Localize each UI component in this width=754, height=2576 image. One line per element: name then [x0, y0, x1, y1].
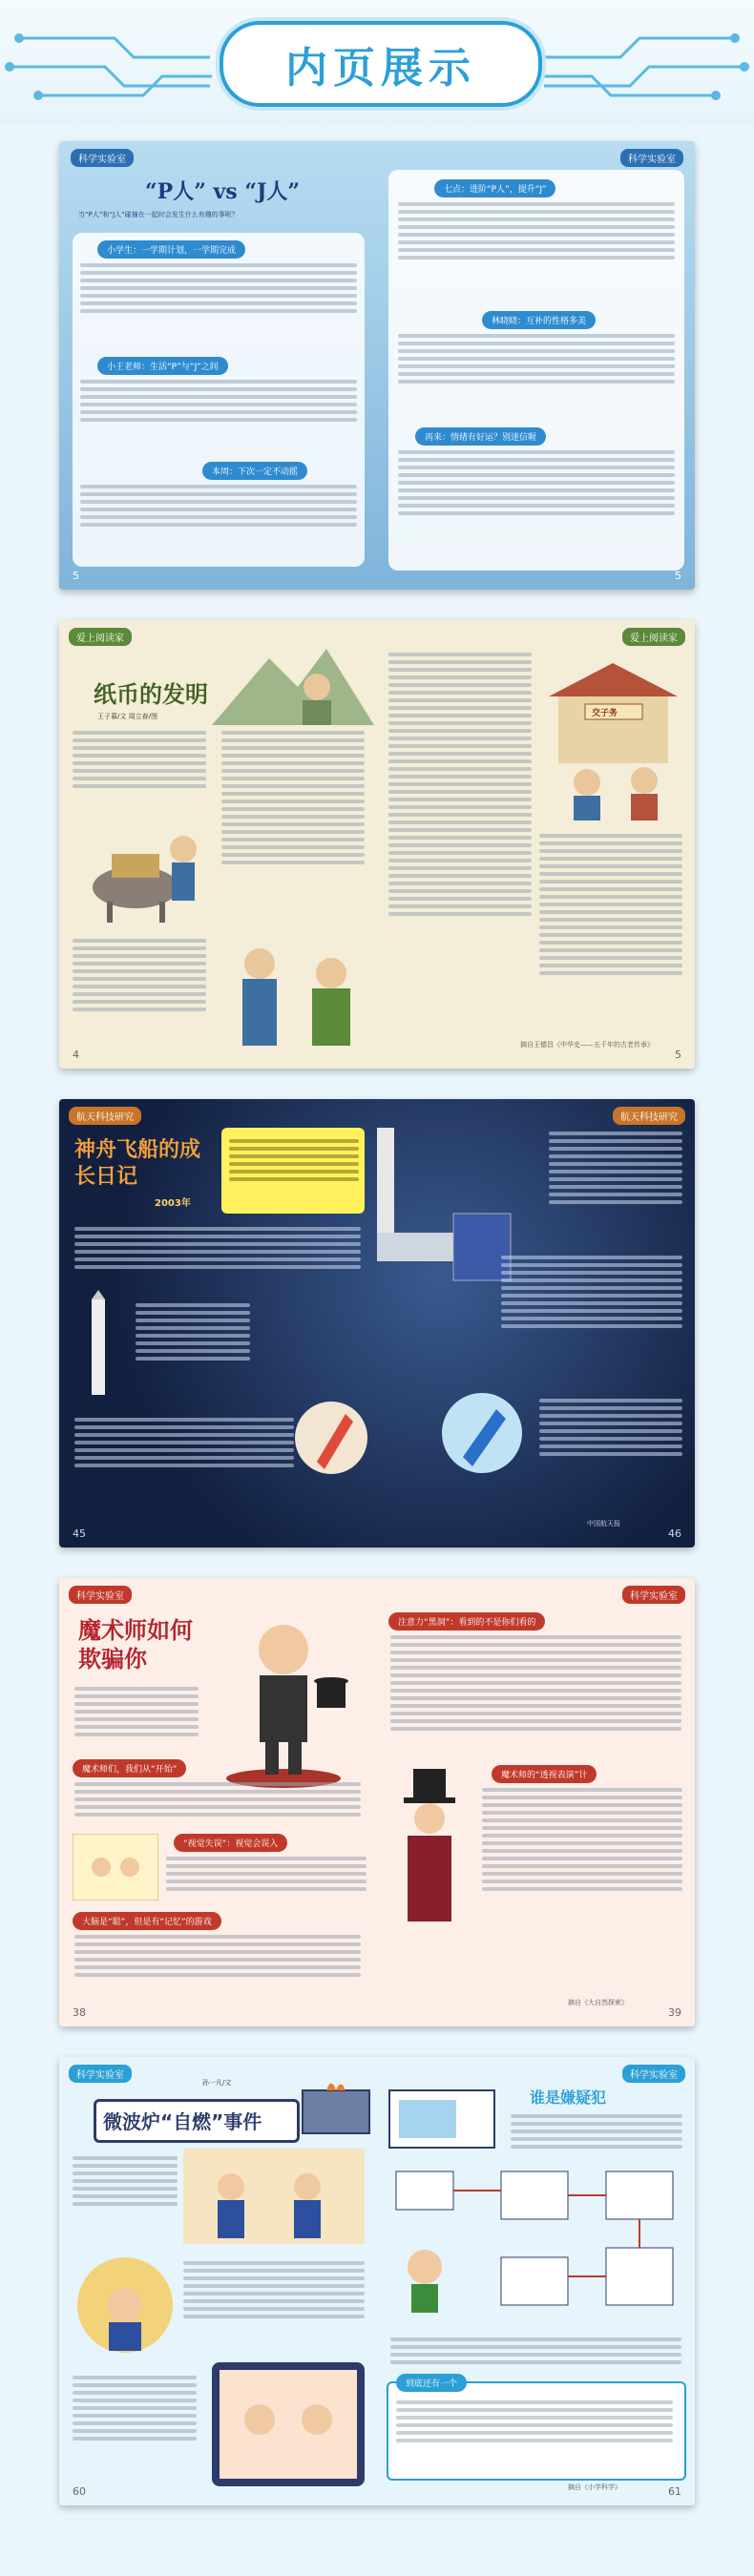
shop-sign: 交子务	[592, 709, 618, 718]
spread5-left-page	[59, 2057, 377, 2505]
spread5-bottom-head: 到底还有一个	[396, 2374, 467, 2392]
police-scene-illustration	[183, 2149, 365, 2244]
spread3-text-block-5	[501, 1252, 682, 1332]
spread1-pill-4: 七点：进阶“P人”，提升“J”	[434, 179, 555, 197]
spread3-left-page	[59, 1099, 377, 1548]
spread4-text-block-3	[166, 1853, 367, 1895]
spread5-left-tag: 科学实验室	[69, 2065, 132, 2083]
microwave-diagram-illustration	[385, 2086, 499, 2152]
spread5-text-block-2	[183, 2257, 365, 2322]
spread3-right-tag: 航天科技研究	[613, 1107, 685, 1125]
spread1-pill-1: 小学生：一学期计划，一学期完成	[97, 240, 245, 259]
spread-paper-money	[59, 620, 695, 1069]
spread5-byline: 孙一凡/文	[202, 2079, 232, 2087]
donkey-merchant-illustration	[69, 811, 212, 925]
spread3-headline: 神舟飞船的成长日记	[74, 1138, 201, 1189]
spread3-text-block-1	[74, 1223, 361, 1273]
spread4-left-page	[59, 1578, 377, 2026]
spread5-text-block-1	[73, 2152, 178, 2210]
spread2-left-tag: 爱上阅读家	[69, 628, 132, 646]
page-title-frame	[220, 21, 542, 107]
tablet-scene-illustration	[212, 2362, 365, 2486]
spread2-left-page-number: 4	[73, 1049, 79, 1061]
spread4-right-page	[377, 1578, 695, 2026]
spread1-text-block-2	[80, 376, 357, 426]
spread4-text-block-4	[74, 1931, 361, 1981]
official-characters-illustration	[221, 935, 374, 1059]
spread4-right-page-number: 39	[668, 2006, 681, 2019]
spread5-text-block-5	[390, 2334, 681, 2368]
spread4-section-2: “视觉失误”：视觉会误入	[174, 1834, 287, 1852]
spread3-left-page-number: 45	[73, 1527, 86, 1540]
spread4-section-5: 魔术师的“透视表演”计	[492, 1765, 597, 1783]
spread4-section-4: 注意力“黑洞”：看到的不是你们看的	[388, 1612, 545, 1631]
space-station-illustration	[377, 1109, 530, 1376]
spread5-headline: 微波炉“自燃”事件	[103, 2110, 262, 2133]
spread3-text-block-3	[74, 1414, 294, 1471]
spread5-text-block-3	[73, 2372, 197, 2444]
spread1-pill-5: 林晓晓：互补的性格多美	[482, 311, 596, 329]
spread1-text-block-1	[80, 260, 357, 317]
ancient-mountain-illustration	[212, 639, 374, 725]
spread1-text-block-5	[398, 330, 675, 387]
spread1-headline: “P人” vs “J人”	[145, 179, 301, 204]
spread1-right-page	[377, 141, 695, 590]
spread1-intro: 当“P人”和“J人”碰撞在一起时会发生什么有趣的事呢？	[78, 211, 239, 218]
spread2-text-block-3	[73, 935, 206, 1015]
spread1-pill-3: 本周：下次一定不动摇	[202, 462, 307, 480]
spread1-right-tag: 科学实验室	[620, 149, 683, 167]
spread4-text-block-5	[390, 1631, 681, 1735]
spread4-section-1: 魔术师们，我们从“开始”	[73, 1759, 186, 1777]
spread3-credit: 中国航天报	[587, 1520, 620, 1527]
spread2-right-tag: 爱上阅读家	[622, 628, 685, 646]
spread1-pill-6: 再来：情绪有好运？别迷信喔	[415, 427, 546, 446]
spread2-text-block-5	[539, 830, 682, 979]
rocket-left-illustration	[74, 1290, 122, 1404]
spread4-text-block-6	[482, 1784, 682, 1895]
spread3-right-page-number: 46	[668, 1527, 681, 1540]
spread3-right-page	[377, 1099, 695, 1548]
spread1-text-block-3	[80, 481, 357, 530]
spread1-left-page	[59, 141, 377, 590]
spread2-text-block-2	[221, 727, 365, 868]
spread-microwave	[59, 2057, 695, 2505]
spread4-text-block-1	[74, 1683, 199, 1740]
spread-shenzhou	[59, 1099, 695, 1548]
spread5-text-block-4	[511, 2110, 682, 2152]
spread4-headline: 魔术师如何欺骗你	[78, 1616, 193, 1672]
spread2-right-page	[377, 620, 695, 1069]
microwave-fire-illustration	[298, 2076, 374, 2143]
market-stall-illustration	[539, 658, 687, 821]
spread1-text-block-6	[398, 447, 675, 519]
page-header	[0, 0, 754, 126]
cartoon-rocket-red-icon	[288, 1395, 374, 1481]
spread3-left-tag: 航天科技研究	[69, 1107, 141, 1125]
spread5-right-headline: 谁是嫌疑犯	[530, 2088, 607, 2107]
spread3-year-label: 2003年	[155, 1198, 191, 1209]
detective-illustration	[73, 2248, 178, 2362]
spread3-text-block-2	[136, 1299, 250, 1364]
spread2-headline: 纸币的发明	[94, 681, 208, 708]
spread2-byline: 王子暮/文 周立春/图	[97, 713, 157, 720]
spread3-note-text	[229, 1135, 359, 1185]
spread5-left-page-number: 60	[73, 2485, 86, 2498]
spread5-right-page	[377, 2057, 695, 2505]
spread4-right-tag: 科学实验室	[622, 1586, 685, 1604]
spread4-footnote: 摘自《大自然探索》	[568, 1999, 628, 2006]
spread5-footnote: 摘自《小学科学》	[568, 2483, 621, 2491]
spread4-left-page-number: 38	[73, 2006, 86, 2019]
cartoon-rocket-blue-icon	[434, 1385, 530, 1481]
spread4-text-block-2	[74, 1778, 361, 1820]
suspect-flowchart-illustration	[387, 2162, 682, 2324]
spread-magician	[59, 1578, 695, 2026]
spread-p-vs-j	[59, 141, 695, 590]
magician-boy-illustration	[202, 1597, 365, 1788]
spread5-right-tag: 科学实验室	[622, 2065, 685, 2083]
spread4-left-tag: 科学实验室	[69, 1586, 132, 1604]
spread1-pill-2: 小王老师：生活“P”与“J”之间	[97, 357, 228, 375]
classroom-illustration	[73, 1834, 158, 1901]
spread2-right-page-number: 5	[675, 1049, 681, 1061]
page-title: 内页展示	[285, 44, 476, 93]
spread1-right-page-number: 5	[675, 570, 681, 582]
spread2-left-page	[59, 620, 377, 1069]
spread2-text-block-1	[73, 727, 206, 792]
spread2-text-block-4	[388, 649, 532, 920]
spread1-text-block-4	[398, 198, 675, 263]
spread3-text-block-4	[549, 1128, 682, 1208]
spread1-left-tag: 科学实验室	[71, 149, 134, 167]
magician-tophat-illustration	[387, 1769, 472, 1931]
spread3-text-block-6	[539, 1395, 682, 1460]
spread5-right-page-number: 61	[668, 2485, 681, 2498]
spread1-left-page-number: 5	[73, 570, 79, 582]
spread2-footnote: 摘自王德昌《中华史——五千年的古老传承》	[520, 1041, 654, 1049]
spread4-section-3: 大脑是“聪”，但是有“记忆”的游戏	[73, 1912, 221, 1930]
spread5-text-block-6	[396, 2397, 673, 2446]
